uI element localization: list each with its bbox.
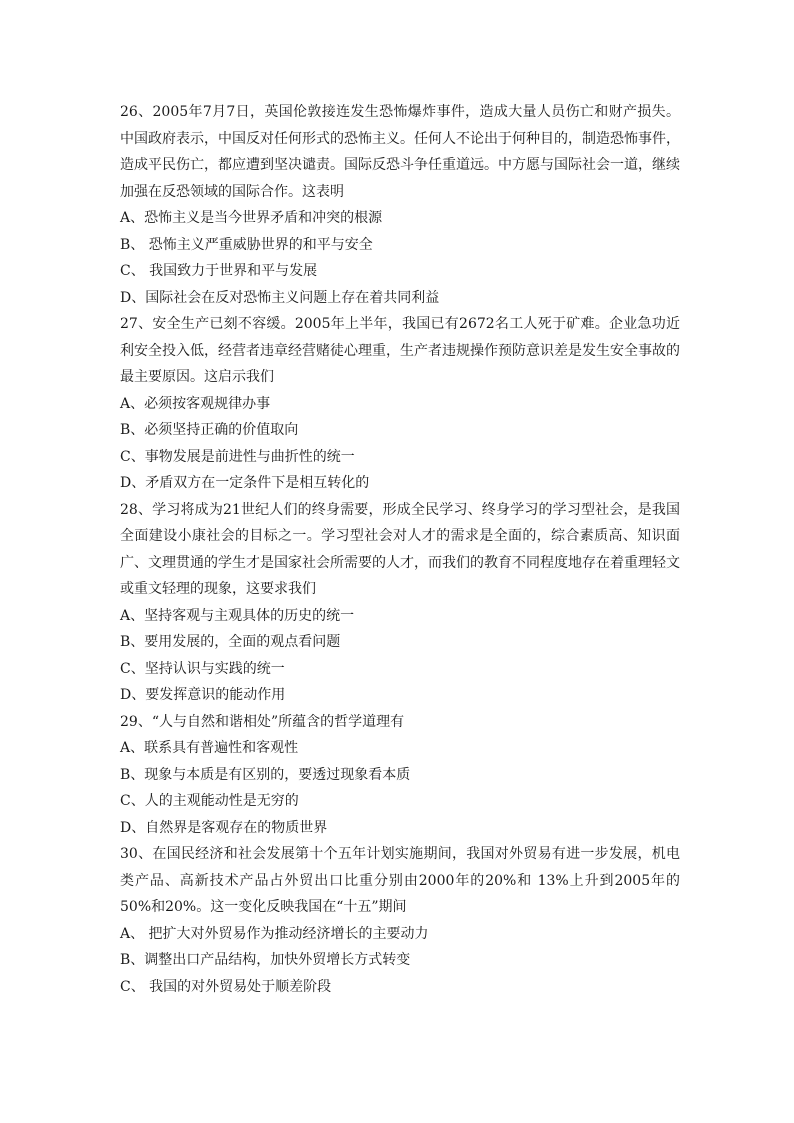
option-a: A、坚持客观与主观具体的历史的统一 (120, 607, 355, 624)
question-stem: 27、安全生产已刻不容缓。2005年上半年，我国已有2672名工人死于矿难。企业急功近利安全投入低，经营者违章经营赌徒心理重，生产者违规操作预防意识差是发生安全事故的最主要原因。这启示我们 (120, 316, 680, 385)
option-b: B、必须坚持正确的价值取向 (120, 422, 299, 438)
question-28 (120, 497, 680, 709)
question-30 (120, 841, 680, 1000)
option-a: A、恐怖主义是当今世界矛盾和冲突的根源 (120, 210, 383, 226)
question-stem: 26、2005年7月7日，英国伦敦接连发生恐怖爆炸事件，造成大量人员伤亡和财产损失。中国政府表示，中国反对任何形式的恐怖主义。任何人不论出于何种目的，制造恐怖事件，造成平民伤亡，都应遭到坚决谴责。国际反恐斗争任重道远。中方愿与国际社会一道，继续加强在反恐领域的国际合作。这表明 (120, 104, 680, 200)
option-b: B、调整出口产品结构，加快外贸增长方式转变 (120, 952, 411, 968)
option-d: D、自然界是客观存在的物质世界 (120, 819, 328, 836)
option-d: D、矛盾双方在一定条件下是相互转化的 (120, 475, 370, 491)
option-c: C、坚持认识与实践的统一 (120, 660, 285, 677)
option-d: D、要发挥意识的能动作用 (120, 687, 286, 703)
option-c: C、 我国致力于世界和平与发展 (120, 263, 318, 279)
option-d: D、国际社会在反对恐怖主义问题上存在着共同利益 (120, 289, 440, 306)
question-29 (120, 709, 680, 842)
question-stem: 29、“人与自然和谐相处”所蕴含的哲学道理有 (120, 713, 405, 730)
question-26 (120, 99, 680, 311)
question-stem: 28、学习将成为21世纪人们的终身需要，形成全民学习、终身学习的学习型社会，是我国全面建设小康社会的目标之一。学习型社会对人才的需求是全面的，综合素质高、知识面广、文理贯通的学生才是国家社会所需要的人才，而我们的教育不同程度地存在着重理轻文或重文轻理的现象，这要求我们 (120, 501, 680, 597)
question-27 (120, 311, 680, 497)
document-page (120, 99, 680, 1000)
question-stem: 30、在国民经济和社会发展第十个五年计划实施期间，我国对外贸易有进一步发展，机电类产品、高新技术产品占外贸出口比重分别由2000年的20%和 13%上升到2005年的50%和20%。这一变化反映我国在“十五”期间 (120, 846, 680, 915)
option-a: A、联系具有普遍性和客观性 (120, 740, 299, 756)
option-c: C、 我国的对外贸易处于顺差阶段 (120, 978, 332, 995)
option-c: C、人的主观能动性是无穷的 (120, 793, 299, 809)
option-b: B、要用发展的，全面的观点看问题 (120, 634, 341, 650)
option-a: A、 把扩大对外贸易作为推动经济增长的主要动力 (120, 925, 429, 942)
option-b: B、现象与本质是有区别的，要透过现象看本质 (120, 766, 411, 783)
option-c: C、事物发展是前进性与曲折性的统一 (120, 448, 355, 465)
option-a: A、必须按客观规律办事 (120, 395, 271, 412)
option-b: B、 恐怖主义严重威胁世界的和平与安全 (120, 236, 373, 253)
